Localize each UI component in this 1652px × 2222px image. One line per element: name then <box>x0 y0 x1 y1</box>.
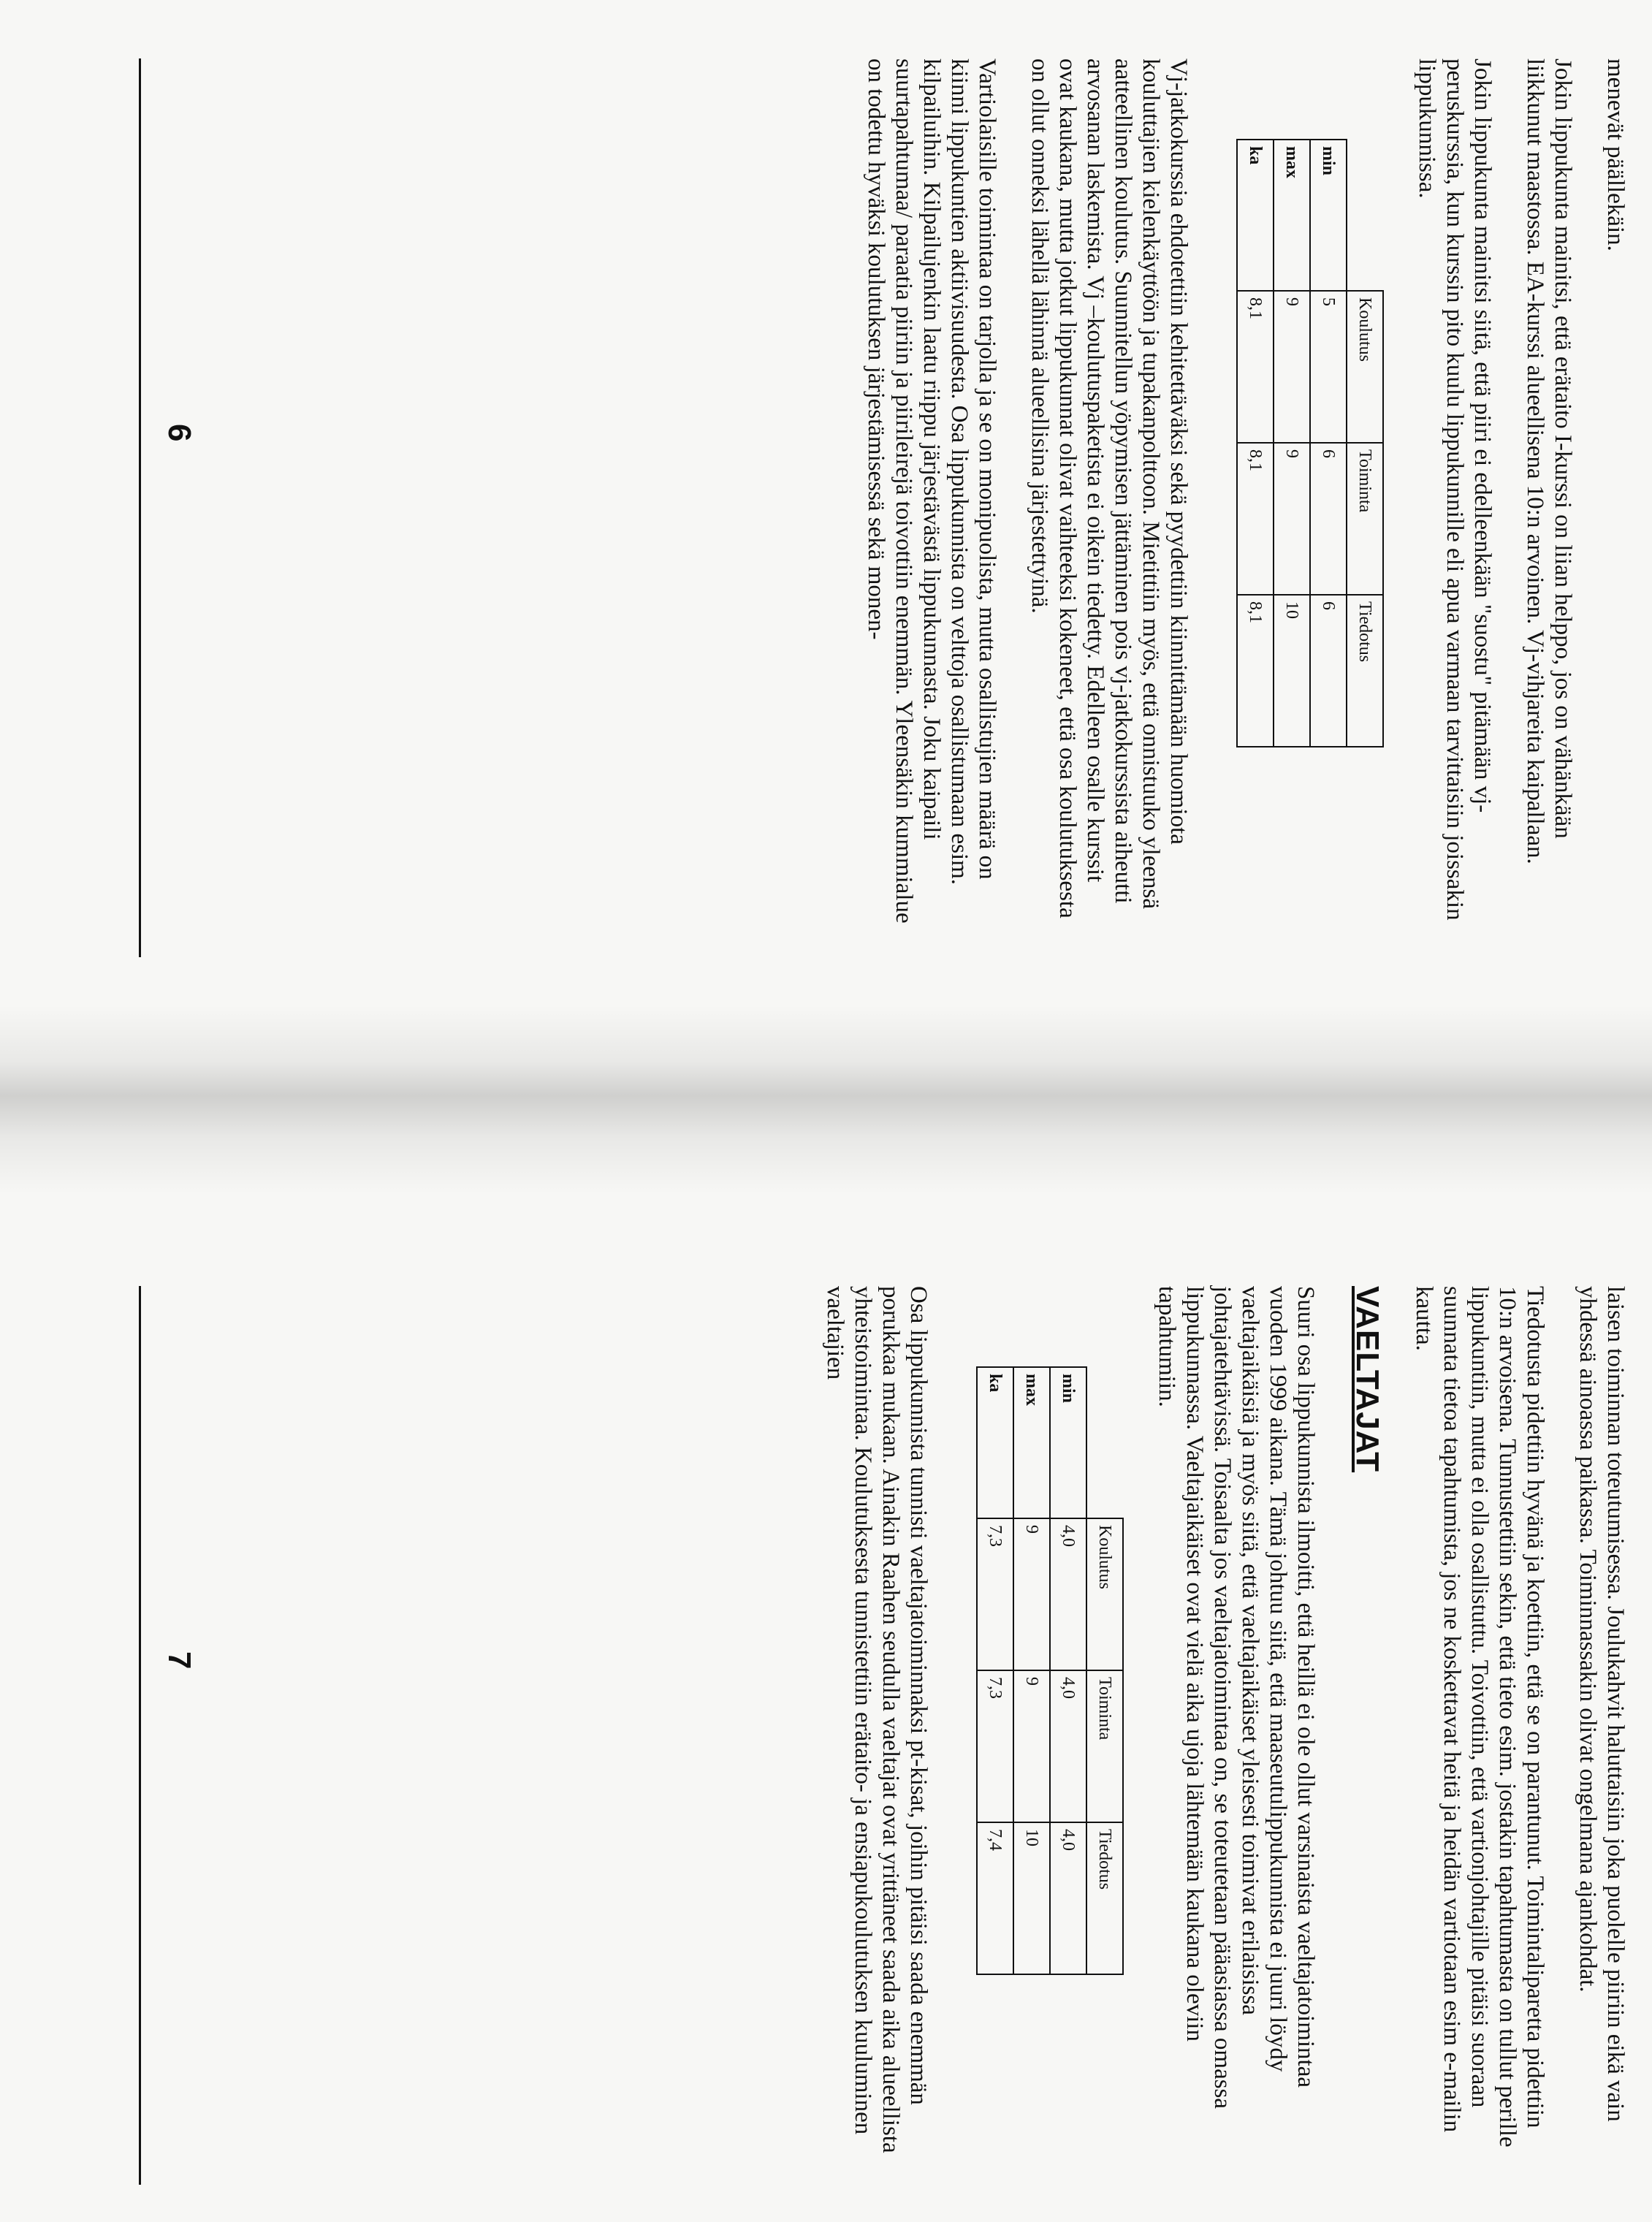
table-cell: 10 <box>1013 1822 1050 1974</box>
table-row <box>1013 1367 1050 1974</box>
page-footer-rule <box>139 1286 141 2185</box>
paragraph: Suuri osa lippukunnista ilmoitti, että heillä ei ole ollut varsinaista vaeltajatoimintaa vuoden 1999 aikana. Tämä johtuu siitä, että maaseutulippukunnista ei juuri löydy vaeltajaikäisiä ja myös siitä, että vaeltajaikäiset yleisesti toimivat erilaisissa johtajatehtävissä. Toisaalta jos vaeltajatoimintaa on, se toteutetaan pääasiassa omassa lippukunnassa. Vaeltajaikäiset ovat vielä aika ujoja lähtemään kaukana oleviin tapahtumiin. <box>1154 1286 1319 2109</box>
table-cell: 4,0 <box>1050 1822 1086 1974</box>
table-corner <box>1347 140 1383 291</box>
table-cell: 4,0 <box>1050 1670 1086 1822</box>
table-row <box>1310 140 1347 747</box>
section-heading: VAELTAJAT <box>1350 1286 1385 1473</box>
column-header: Tiedotus <box>1347 595 1383 747</box>
table-row <box>1237 140 1274 747</box>
page-footer-rule <box>139 58 141 957</box>
column-header: Toiminta <box>1347 443 1383 595</box>
page-number: 7 <box>161 1651 197 1670</box>
table-cell: 6 <box>1310 443 1347 595</box>
table-cell: 7,3 <box>977 1518 1013 1670</box>
paragraph: Tiedotusta pidettiin hyvänä ja koettiin, että se on parantunut. Toimintaliparetta pidettiin 10:n arvoisena. Tunnustettiin sekin, että tieto esim. jostakin tapahtumasta on tullut perille lippukuntiin, mutta ei olla osallistuttu. Toivottiin, että vartionjohtajille pitäisi suoraan suunnata tietoa tapahtumista, jos ne koskettavat heitä ja heidän vartiotaan esim e-mailin kautta. <box>1411 1286 1548 2147</box>
column-header: Koulutus <box>1347 291 1383 443</box>
table-row <box>1050 1367 1086 1974</box>
table-cell: 8,1 <box>1237 291 1274 443</box>
table-cell: 9 <box>1274 443 1310 595</box>
table-cell: 7,3 <box>977 1670 1013 1822</box>
paragraph: menevät päällekäin. <box>1602 58 1629 251</box>
column-header: Toiminta <box>1086 1670 1123 1822</box>
table-cell: 8,1 <box>1237 443 1274 595</box>
table-header-row <box>1086 1367 1123 1974</box>
paragraph: Vartiolaisille toimintaa on tarjolla ja se on monipuolista, mutta osallistujien määrä on kiinni lippukuntien aktiivisuudesta. Osa lippukunnista on velttoja osallistumaan esim. kilpailuihin. Kilpailujenkin laatu riippu järjestävästä lippukunnasta. Joku kaipaili suurtapahtumaa/ paraatia piiriin ja piirileirejä toivottiin enemmän. Yleensäkin kummialue on todettu hyväksi koulutuksen järjestämisessä sekä monen- <box>863 58 1000 924</box>
paragraph: Jokin lippukunta mainitsi siitä, että piiri ei edelleenkään "suostu" pitämään vj-peruskurssia, kun kurssin pito kuulu lippukunnille eli apua varmaan tarvittaisiin joissakin lippukunnissa. <box>1414 58 1496 921</box>
table-row <box>977 1367 1013 1974</box>
row-label: ka <box>1237 140 1274 291</box>
paragraph: laisen toiminnan toteutumisessa. Joulukahvit haluttaisiin joka puolelle piiriin eikä vain yhdessä ainoassa paikassa. Toiminnassakin olivat ongelmana ajankohdat. <box>1575 1286 1629 2122</box>
table-cell: 8,1 <box>1237 595 1274 747</box>
table-cell: 4,0 <box>1050 1518 1086 1670</box>
table-cell: 5 <box>1310 291 1347 443</box>
table-cell: 7,4 <box>977 1822 1013 1974</box>
table-corner <box>1086 1367 1123 1518</box>
row-label: min <box>1050 1367 1086 1518</box>
table-cell: 9 <box>1274 291 1310 443</box>
row-label: min <box>1310 140 1347 291</box>
paragraph: Vj-jatkokurssia ehdotettiin kehitettäväksi sekä pyydettiin kiinnittämään huomiota kouluttajien kielenkäyttöön ja tupakanpolttoon. Mietittiin myös, että onnistuuko yleensä aatteellinen koulutus. Suunnitellun yöpymisen jättäminen pois vj-jatkokurssista aiheutti arvosanan laskemista. Vj –koulutuspaketista ei oikein tiedetty. Edelleen osalle kurssit ovat kaukana, mutta jotkut lippukunnat olivat vaihteeksi kokeneet, että osa koulutuksesta on ollut onneksi lähellä lähinnä alueellisina järjestettyinä. <box>1027 58 1192 918</box>
row-label: max <box>1013 1367 1050 1518</box>
paragraph: Osa lippukunnista tunnisti vaeltajatoiminnaksi pt-kisat, joihin pitäisi saada enemmän porukkaa mukaan. Ainakin Raahen seudulla vaeltajat ovat yrittäneet saada aika alueellista yhteistoimintaa. Koulutuksesta tunnistettiin erätaito- ja ensiapukoulutuksen kuuluminen vaeltajien <box>822 1286 932 2153</box>
paragraph: Jokin lippukunta mainitsi, että erätaito I-kurssi on liian helppo, jos on vähänkään liikkunut maastossa. EA-kurssi alueellisena 10:n arvoinen. Vj-vihjareita kaipallaan. <box>1522 58 1576 864</box>
row-label: max <box>1274 140 1310 291</box>
table-cell: 9 <box>1013 1518 1050 1670</box>
booklet-fold <box>0 1005 1652 1195</box>
column-header: Koulutus <box>1086 1518 1123 1670</box>
table-cell: 10 <box>1274 595 1310 747</box>
page-number: 6 <box>161 424 197 442</box>
column-header: Tiedotus <box>1086 1822 1123 1974</box>
table-cell: 6 <box>1310 595 1347 747</box>
table-row <box>1274 140 1310 747</box>
page-6 <box>51 15 1629 972</box>
table-header-row <box>1347 140 1383 747</box>
page-7 <box>51 1242 1629 2199</box>
rating-table <box>976 1366 1124 1975</box>
row-label: ka <box>977 1367 1013 1518</box>
rating-table <box>1236 139 1384 747</box>
table-cell: 9 <box>1013 1670 1050 1822</box>
